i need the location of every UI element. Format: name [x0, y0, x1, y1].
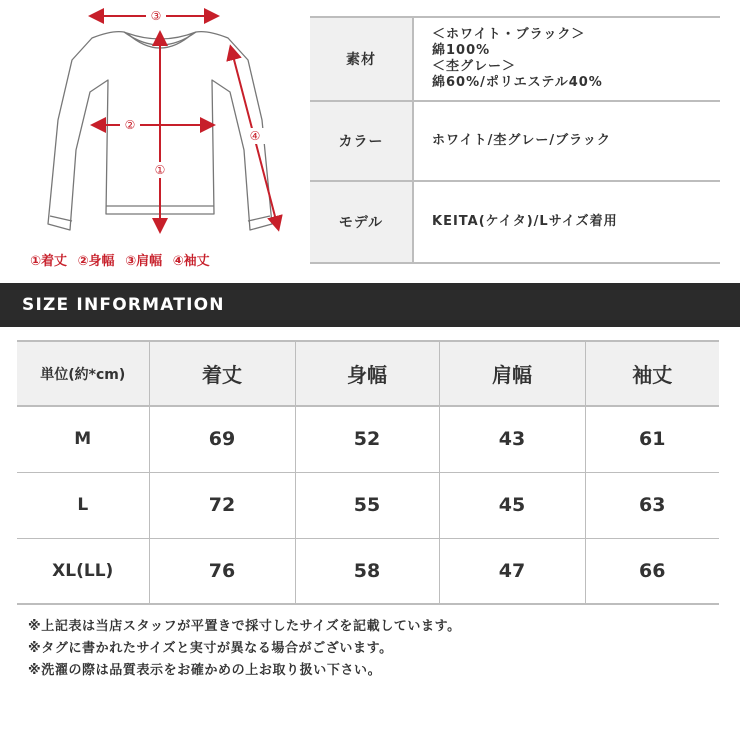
- spec-value-material: [414, 18, 720, 100]
- chest-cell: 52: [295, 406, 439, 472]
- header-unit: 単位(約*cm): [17, 341, 149, 406]
- spec-label-material: 素材: [310, 18, 414, 100]
- note-line: ※上記表は当店スタッフが平置きで採寸したサイズを記載しています。: [28, 619, 461, 634]
- table-row: [17, 472, 719, 538]
- spec-row-color: [310, 102, 720, 182]
- shoulder-cell: 43: [439, 406, 585, 472]
- header-chest: 身幅: [295, 341, 439, 406]
- material-line: ＜杢グレー＞: [432, 59, 517, 74]
- garment-diagram: [0, 0, 300, 280]
- marker-3: ③: [150, 9, 162, 23]
- legend-length: ①着丈: [30, 254, 68, 269]
- size-label: L: [17, 472, 149, 538]
- spec-table: [310, 16, 720, 264]
- sleeve-cell: 61: [585, 406, 719, 472]
- marker-2: ②: [124, 118, 136, 132]
- spec-row-material: [310, 16, 720, 102]
- shoulder-cell: 47: [439, 538, 585, 604]
- size-table: [17, 340, 719, 605]
- marker-1: ①: [154, 163, 166, 177]
- spec-value-color: [414, 102, 720, 180]
- legend-shoulder: ③肩幅: [125, 254, 163, 269]
- material-line: 綿100%: [432, 43, 491, 58]
- spec-value-model: [414, 182, 720, 262]
- header-sleeve: 袖丈: [585, 341, 719, 406]
- sleeve-cell: 63: [585, 472, 719, 538]
- size-information-heading: SIZE INFORMATION: [0, 283, 740, 327]
- material-line: 綿60%/ポリエステル40%: [432, 75, 603, 90]
- spec-label-color: カラー: [310, 102, 414, 180]
- chest-cell: 58: [295, 538, 439, 604]
- length-cell: 72: [149, 472, 295, 538]
- measurement-legend: [30, 250, 280, 269]
- header-length: 着丈: [149, 341, 295, 406]
- sweatshirt-illustration: [0, 0, 300, 250]
- legend-sleeve: ④袖丈: [172, 254, 210, 269]
- length-cell: 76: [149, 538, 295, 604]
- table-row: [17, 406, 719, 472]
- note-line: ※タグに書かれたサイズと実寸が異なる場合がございます。: [28, 641, 393, 656]
- color-line: ホワイト/杢グレー/ブラック: [432, 133, 611, 148]
- header-shoulder: 肩幅: [439, 341, 585, 406]
- table-row: [17, 538, 719, 604]
- size-table-header-row: [17, 341, 719, 406]
- material-line: ＜ホワイト・ブラック＞: [432, 27, 586, 42]
- note-line: ※洗濯の際は品質表示をお確かめの上お取り扱い下さい。: [28, 663, 382, 678]
- size-label: XL(LL): [17, 538, 149, 604]
- length-cell: 69: [149, 406, 295, 472]
- spec-label-model: モデル: [310, 182, 414, 262]
- marker-4: ④: [249, 129, 261, 143]
- shoulder-cell: 45: [439, 472, 585, 538]
- size-label: M: [17, 406, 149, 472]
- chest-cell: 55: [295, 472, 439, 538]
- size-notes: [28, 616, 728, 682]
- spec-row-model: [310, 182, 720, 264]
- model-line: KEITA(ケイタ)/Lサイズ着用: [432, 214, 618, 229]
- sleeve-cell: 66: [585, 538, 719, 604]
- legend-chest: ②身幅: [77, 254, 115, 269]
